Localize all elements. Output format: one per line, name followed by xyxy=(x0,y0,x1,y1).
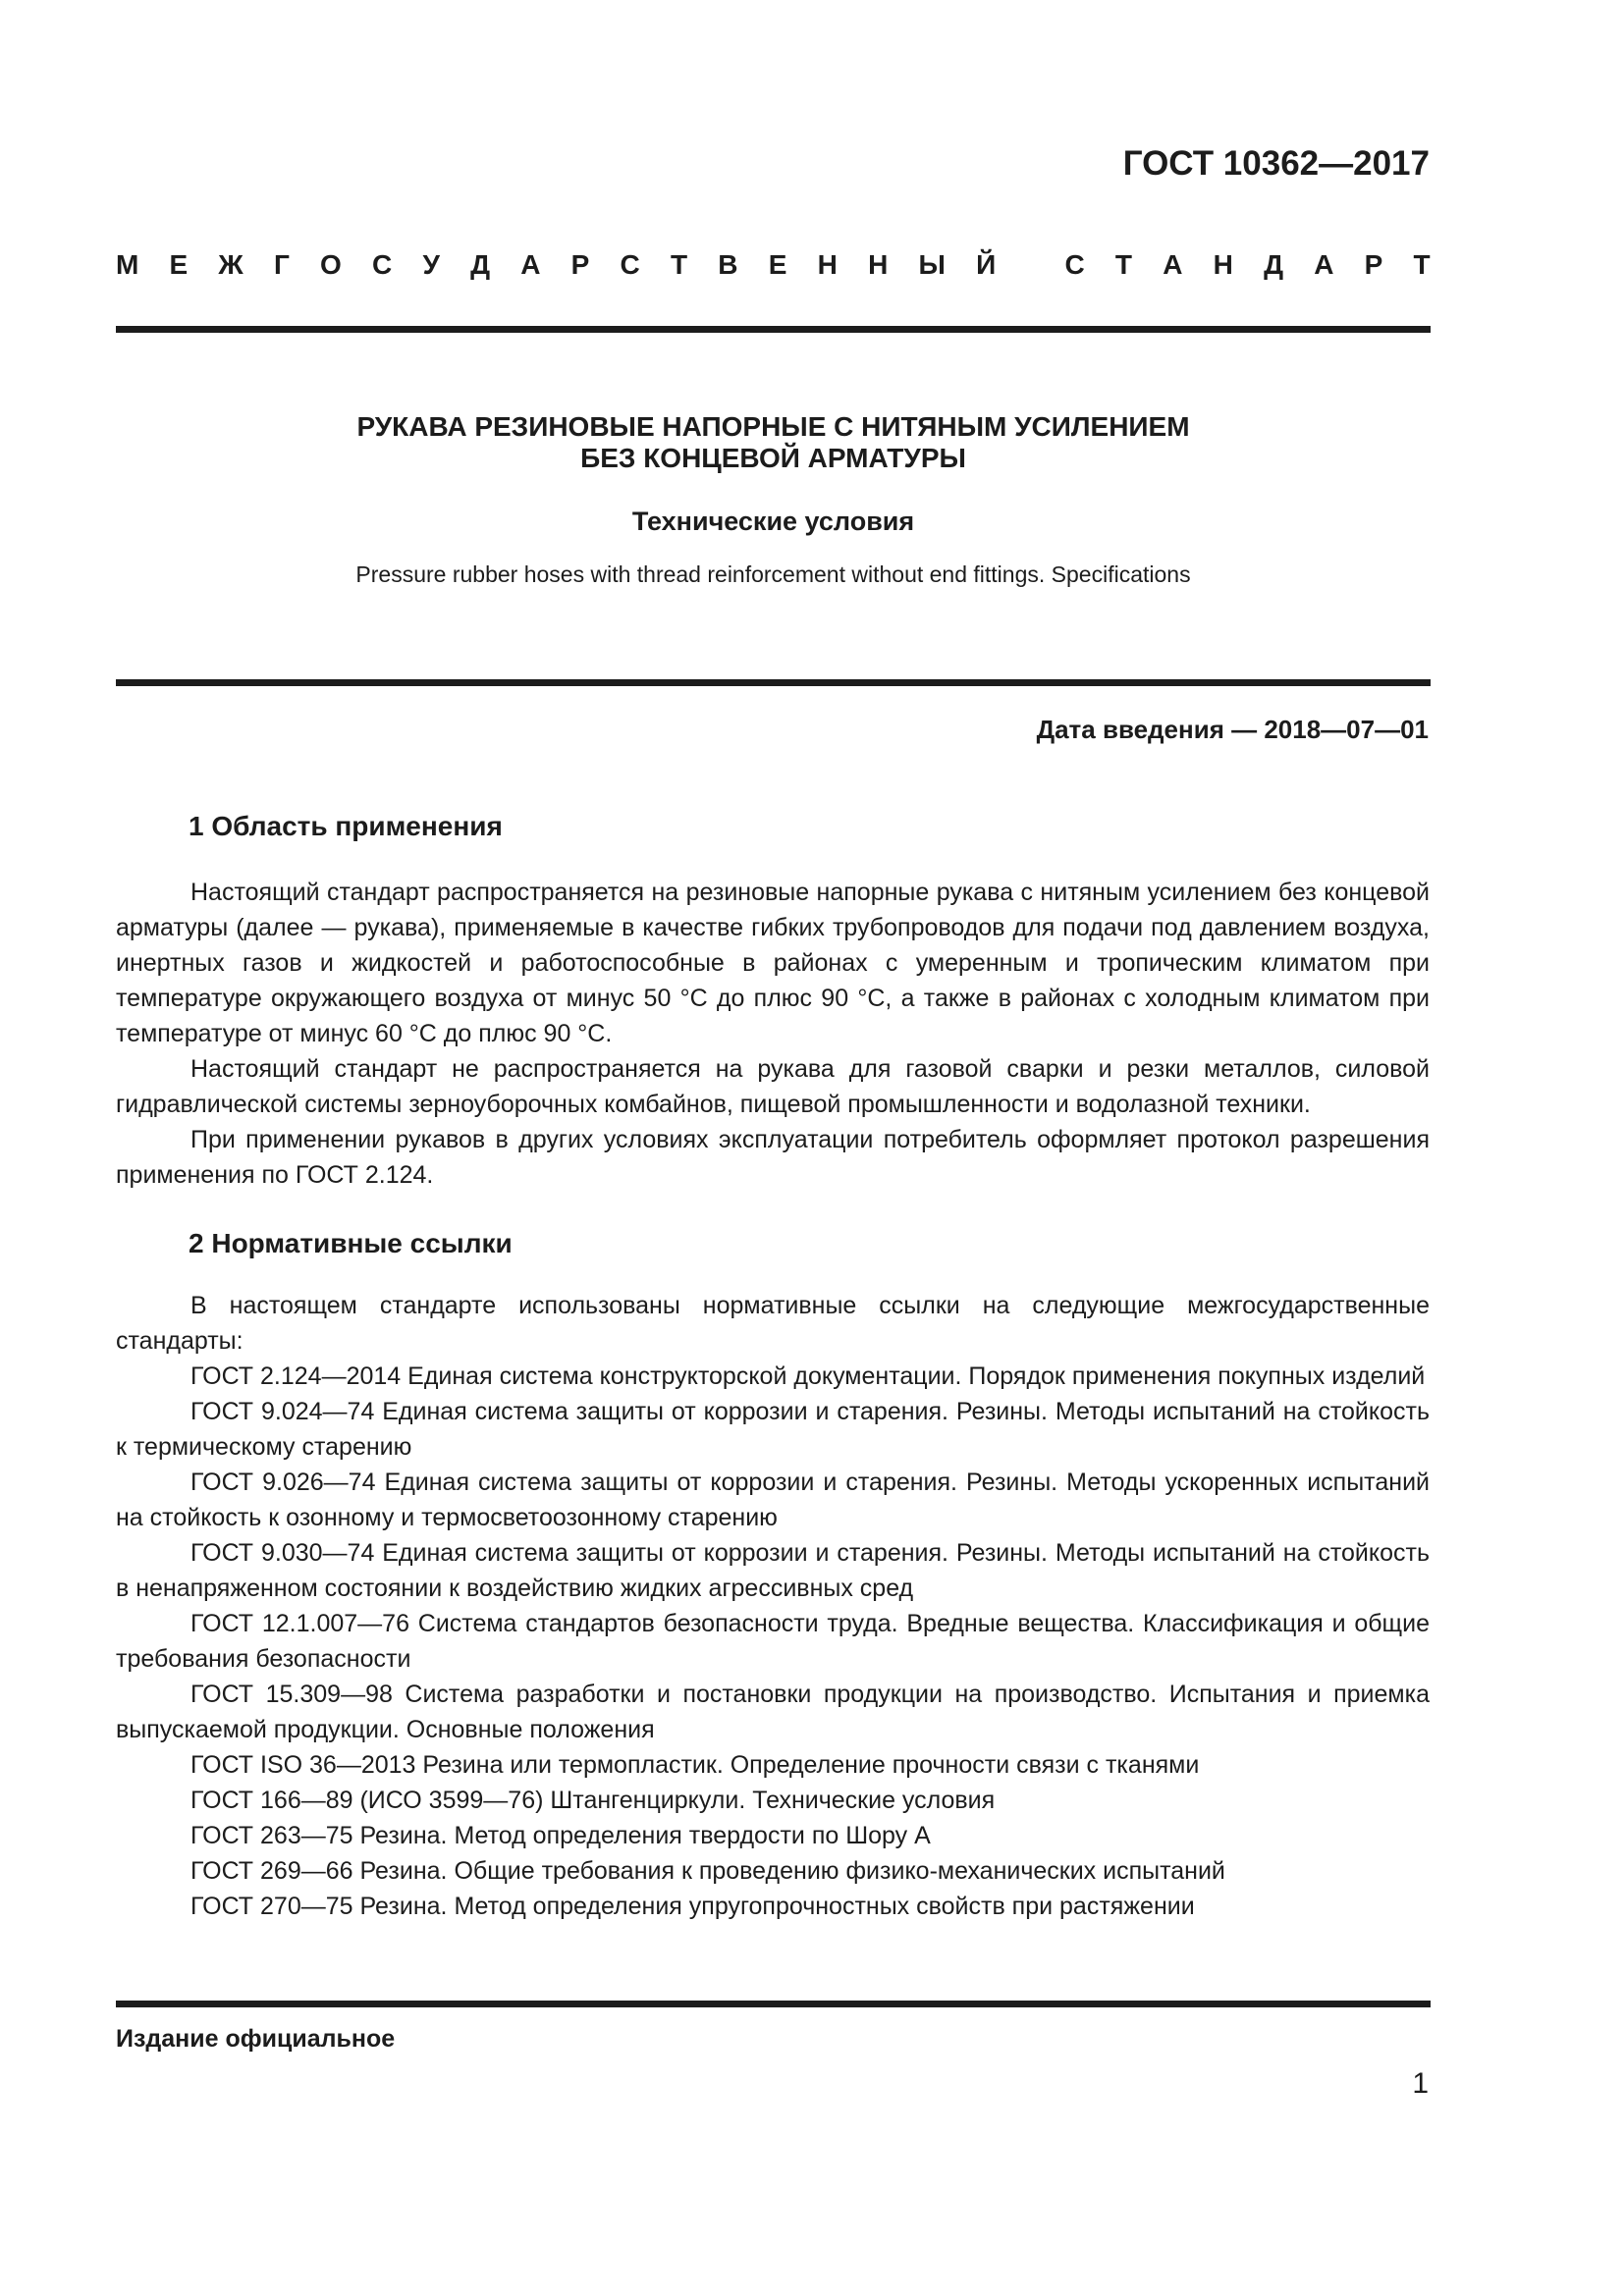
section-2-heading: 2 Нормативные ссылки xyxy=(189,1228,513,1258)
doc-subtitle-en: Pressure rubber hoses with thread reinforcement without end fittings. Specifications xyxy=(355,561,1191,587)
reference-item: ГОСТ ISO 36—2013 Резина или термопластик. Определение прочности связи с тканями xyxy=(190,1751,1200,1779)
reference-item: ГОСТ 2.124—2014 Единая система конструкторской документации. Порядок применения покупных изделий xyxy=(190,1362,1426,1390)
section-1-paragraph: При применении рукавов в других условиях эксплуатации потребитель оформляет протокол разрешения применения по ГОСТ 2.124. xyxy=(116,1126,1430,1189)
footer-rule xyxy=(116,2001,1431,2007)
reference-item: ГОСТ 9.024—74 Единая система защиты от коррозии и старения. Резины. Методы испытаний на стойкость к термическому старению xyxy=(116,1398,1430,1461)
reference-item: ГОСТ 15.309—98 Система разработки и постановки продукции на производство. Испытания и приемка выпускаемой продукции. Основные положения xyxy=(116,1681,1430,1743)
section-1-paragraph: Настоящий стандарт распространяется на резиновые напорные рукава с нитяным усилением без концевой арматуры (далее — рукава), применяемые в качестве гибких трубопроводов для подачи под давлением воздуха, инертных газов и жидкостей и работоспособные в районах с умеренным и тропическим климатом при температуре окружающего воздуха от минус 50 °С до плюс 90 °С, а также в районах с холодным климатом при температуре от минус 60 °С до плюс 90 °С. xyxy=(116,879,1430,1047)
effective-date: Дата введения — 2018—07—01 xyxy=(1036,715,1429,744)
reference-item: ГОСТ 166—89 (ИСО 3599—76) Штангенциркули. Технические условия xyxy=(190,1787,996,1814)
reference-item: ГОСТ 9.030—74 Единая система защиты от коррозии и старения. Резины. Методы испытаний на стойкость в ненапряженном состоянии к воздействию жидких агрессивных сред xyxy=(116,1539,1430,1602)
reference-item: ГОСТ 12.1.007—76 Система стандартов безопасности труда. Вредные вещества. Классификация и общие требования безопасности xyxy=(116,1610,1430,1673)
edition-note: Издание официальное xyxy=(116,2025,396,2053)
reference-item: ГОСТ 9.026—74 Единая система защиты от коррозии и старения. Резины. Методы ускоренных испытаний на стойкость к озонному и термосветоозонному старению xyxy=(116,1468,1430,1531)
reference-item: ГОСТ 270—75 Резина. Метод определения упругопрочностных свойств при растяжении xyxy=(190,1893,1195,1920)
document-body xyxy=(116,811,1430,1924)
header-rule xyxy=(116,326,1431,333)
title-block xyxy=(116,411,1431,588)
doc-subtitle-ru: Технические условия xyxy=(631,507,915,536)
reference-item: ГОСТ 269—66 Резина. Общие требования к проведению физико-механических испытаний xyxy=(190,1857,1225,1885)
section-2-intro: В настоящем стандарте использованы нормативные ссылки на следующие межгосударственные стандарты: xyxy=(116,1292,1430,1355)
intro-rule xyxy=(116,679,1431,686)
doc-title-line-1: РУКАВА РЕЗИНОВЫЕ НАПОРНЫЕ С НИТЯНЫМ УСИЛЕНИЕМ xyxy=(356,411,1190,442)
standard-kind: М Е Ж Г О С У Д А Р С Т В Е Н Н Ы Й С Т А Н Д А Р Т xyxy=(116,249,1431,280)
section-1-heading: 1 Область применения xyxy=(189,811,503,841)
section-1-paragraph: Настоящий стандарт не распространяется на рукава для газовой сварки и резки металлов, силовой гидравлической системы зерноуборочных комбайнов, пищевой промышленности и водолазной техники. xyxy=(116,1055,1430,1118)
doc-code: ГОСТ 10362—2017 xyxy=(1122,144,1430,183)
page-number: 1 xyxy=(1412,2067,1429,2100)
doc-title-line-2: БЕЗ КОНЦЕВОЙ АРМАТУРЫ xyxy=(580,443,966,473)
reference-item: ГОСТ 263—75 Резина. Метод определения твердости по Шору А xyxy=(190,1822,931,1849)
